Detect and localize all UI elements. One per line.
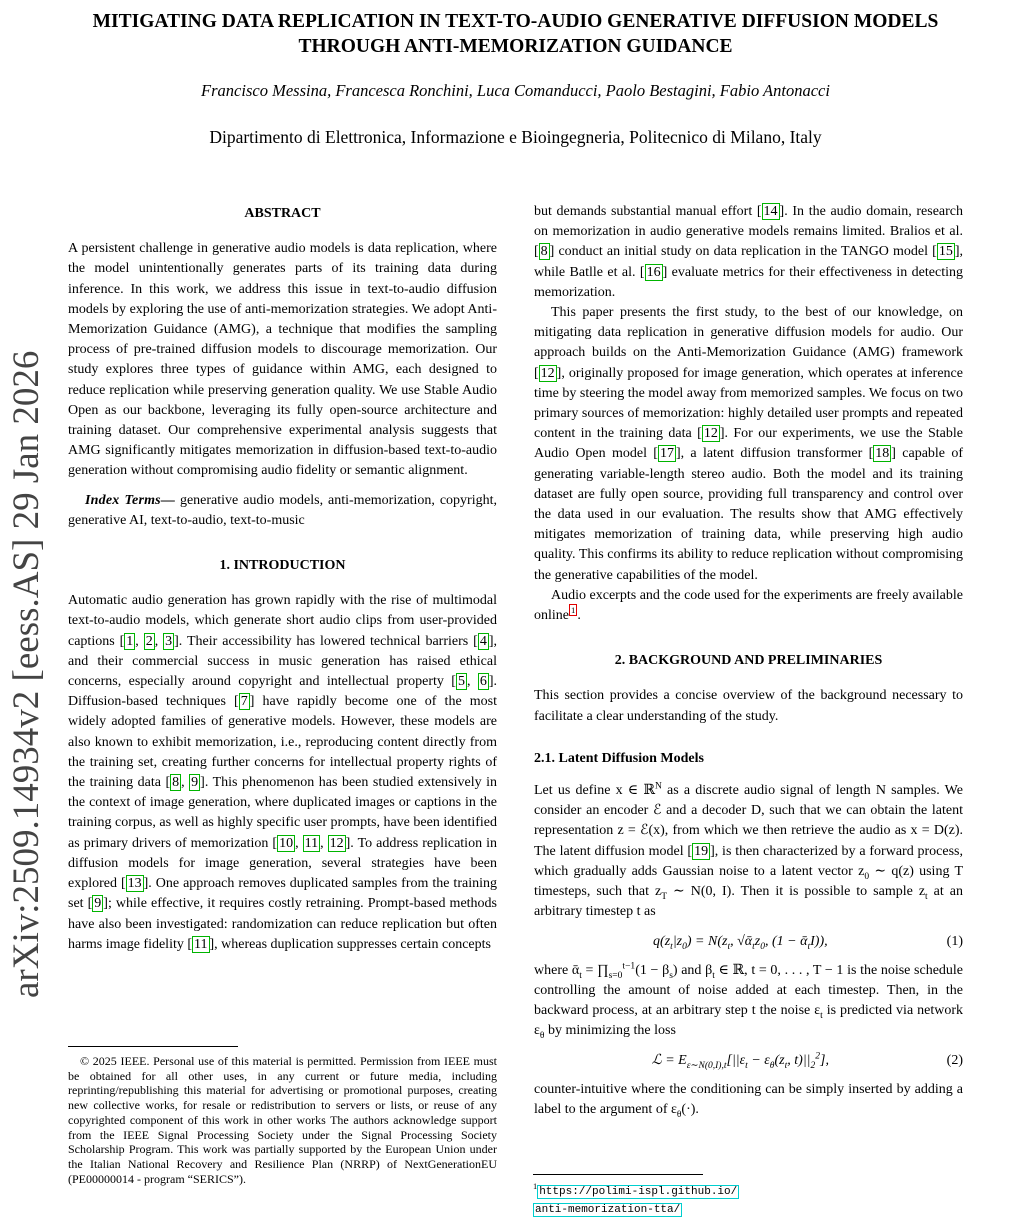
citation-ref[interactable]: 12 <box>329 835 344 851</box>
intro-paragraph-1: Automatic audio generation has grown rapidly with the rise of multimodal text-to-audio models, which generate short audio clips from user-provided captions [ 1 , 2 , 3 ]. Their accessibility has lowered technical barriers [ 4 ], and their commercial success in music generation has raised ethical concerns, especially around copyright and intellectual property [ 5 , 6 ]. Diffusion-based techniques [ 7 ] have rapidly become one of the most widely adopted families of generative models. However, these models are also known to exhibit memorization, i.e., reproducing content directly from the training set, creating further concerns for intellectual property rights of the training data [ 8 , 9 ]. This phenomenon has been studied extensively in the context of image generation, where duplicated images or captions in the training corpus, as well as highly specific user prompts, have been identified as primary drivers of memorization [ 10 , 11 , 12 ]. To address replication in diffusion models for image generation, several strategies have been explored [ 13 ]. One approach removes duplicated samples from the training set [ 9 ]; while effective, it requires costly retraining. Prompt-based methods have also been investigated: randomization can reduce replication but often harms image fidelity [ 11 ], whereas duplication suppresses certain concepts <box>68 593 498 952</box>
ldm-paragraph-3: counter-intuitive where the conditioning can be simply inserted by adding a label to the argument of $\varepsilon_\theta(\cdot)$. <box>534 1081 963 1120</box>
url-footnote <box>533 1174 962 1218</box>
project-url-line2[interactable]: anti-memorization-tta/ <box>535 1204 681 1216</box>
paper-affiliation: Dipartimento di Elettronica, Informazione e Bioingegneria, Politecnico di Milano, Italy <box>209 127 822 147</box>
copyright-text: © 2025 IEEE. Personal use of this material is permitted. Permission from IEEE must be obtained for all other uses, in any current or future media, including reprinting/republishing this material for advertising or promotional purposes, creating new collective works, for resale or redistribution to servers or lists, or reuse of any copyrighted component of this work in other works The authors acknowledge support from the IEEE Signal Processing Society under the Signal Processing Society Scholarship Program. This work was partially supported by the European Union under the Italian National Recovery and Resilience Plan (NRRP) of NextGenerationEU (PE00000014 - program “SERICS”). <box>68 1054 497 1186</box>
footnote-ref[interactable]: 1 <box>571 605 576 616</box>
project-url-line1[interactable]: https://polimi-ispl.github.io/ <box>539 1186 738 1198</box>
equation-2-body: ℒ = $E_{\varepsilon\sim N(0,I),t}[||\varepsilon_t - \varepsilon_\theta(z_t$, $t)||_2^2$], <box>651 1050 829 1071</box>
equation-1-body: $q(z_t|z_0) = N(z_t$, $√ᾱ_tz_0$, (1 − ᾱ$_t$I)), <box>653 933 828 952</box>
paper-authors: Francisco Messina, Francesca Ronchini, Luca Comanducci, Paolo Bestagini, Fabio Antonacci <box>201 81 830 100</box>
intro-paragraph-1-continued: but demands substantial manual effort [ 14 ]. In the audio domain, research on memorization in audio generative models remains limited. Bralios et al. [ 8 ] conduct an initial study on data replication in the TANGO model [ 15 ], while Batlle et al. [ 16 ] evaluate metrics for their effectiveness in detecting memorization. <box>534 204 963 300</box>
intro-paragraph-3: Audio excerpts and the code used for the experiments are freely available online $^1$ . <box>534 587 963 624</box>
citation-ref[interactable]: 11 <box>194 936 208 952</box>
index-terms <box>68 491 497 531</box>
footnote-rule-left <box>68 1046 238 1047</box>
citation-ref[interactable]: 14 <box>763 204 778 219</box>
introduction-heading: 1. INTRODUCTION <box>219 558 346 574</box>
citation-ref[interactable]: 11 <box>304 835 319 851</box>
citation-ref[interactable]: 8 <box>172 775 180 791</box>
citation-ref[interactable]: 13 <box>127 876 142 892</box>
citation-ref[interactable]: 8 <box>540 244 548 260</box>
copyright-footnote <box>68 1046 497 1186</box>
intro-paragraph-2: This paper presents the first study, to the best of our knowledge, on mitigating data replication in generative diffusion models for audio. Our approach builds on the Anti-Memorization Guidance (AMG) framework [ 12 ], originally proposed for image generation, which operates at inference time by steering the model away from memorized samples. We focus on two primary sources of memorization: highly detailed user prompts and repeated content in the training data [ 12 ]. For our experiments, we use the Stable Audio Open model [ 17 ], a latent diffusion transformer [ 18 ] capable of generating variable-length stereo audio. Both the model and its training dataset are fully open source, providing full transparency and control over the data used in our evaluation. The results show that AMG effectively mitigates memorization of training data, while preserving high audio quality. This confirms its ability to reduce replication without compromising the generative capabilities of the model. <box>534 305 964 583</box>
abstract-heading: ABSTRACT <box>244 206 321 221</box>
citation-ref[interactable]: 16 <box>646 264 661 280</box>
citation-ref[interactable]: 18 <box>875 446 890 462</box>
equation-1 <box>534 932 963 952</box>
index-terms-text: generative audio models, anti-memorization, copyright, generative AI, text-to-audio, text-to-music <box>68 492 497 528</box>
citation-ref[interactable]: 12 <box>703 426 718 442</box>
ldm-paragraph-2: where ᾱ$_t$ = $\prod_{s=0}^{t-1}(1 - \beta_s)$ and $\beta_t$ ∈ ℝ, t = 0, . . . , T − 1 is the noise schedule controlling the amount of noise added at each timestep. Then, in the backward process, at an arbitrary step t the noise $\varepsilon_t$ is predicted via network $\varepsilon_\theta$ by minimizing the loss <box>534 961 964 1042</box>
paper-header <box>0 10 1031 148</box>
citation-ref[interactable]: 12 <box>540 365 555 381</box>
left-column <box>68 202 497 1120</box>
right-column <box>534 202 963 1120</box>
citation-ref[interactable]: 9 <box>94 896 102 912</box>
citation-ref[interactable]: 19 <box>694 843 709 859</box>
equation-2 <box>534 1051 963 1071</box>
citation-ref[interactable]: 17 <box>659 446 674 462</box>
ldm-paragraph-1: Let us define x ∈ ℝ$^N$ as a discrete audio signal of length N samples. We consider an encoder ℰ and a decoder D, such that we can obtain the latent representation z = ℰ(x), from which we then retrieve the audio as x = D(z). The latent diffusion model [ 19 ], is then characterized by a forward process, which gradually adds Gaussian noise to a latent vector $z_0$ ∼ q(z) using T timesteps, such that $z_T$ ∼ N(0, I). Then it is possible to sample $z_t$ at an arbitrary timestep t as <box>534 781 964 920</box>
latent-diffusion-heading: 2.1. Latent Diffusion Models <box>534 750 704 766</box>
citation-ref[interactable]: 4 <box>479 633 487 649</box>
abstract-text: A persistent challenge in generative audio models is data replication, where the model unintentionally generates parts of its training data during inference. In this work, we address this issue in text-to-audio diffusion models by exploring the use of anti-memorization strategies. We adopt Anti-Memorization Guidance (AMG), a technique that modifies the sampling process of pre-trained diffusion models to discourage memorization. Our study explores three types of guidance within AMG, each designed to reduce replication while preserving generation quality. We use Stable Audio Open as our backbone, leveraging its fully open-source architecture and training dataset. Our comprehensive experimental analysis suggests that AMG significantly mitigates memorization in diffusion-based text-to-audio generation without compromising audio fidelity or semantic alignment. <box>68 241 497 479</box>
url-footnote-text <box>533 1182 962 1218</box>
citation-ref[interactable]: 7 <box>240 694 248 710</box>
citation-ref[interactable]: 2 <box>145 633 153 649</box>
footnote-marker: 1 <box>533 1182 538 1191</box>
citation-ref[interactable]: 10 <box>279 835 294 851</box>
equation-1-number: (1) <box>946 933 963 949</box>
arxiv-stamp: arXiv:2509.14934v2 [eess.AS] 29 Jan 2026 <box>6 350 47 998</box>
citation-ref[interactable]: 3 <box>165 633 173 649</box>
citation-ref[interactable]: 9 <box>191 775 199 791</box>
equation-2-number: (2) <box>946 1052 963 1068</box>
background-heading: 2. BACKGROUND AND PRELIMINARIES <box>614 653 883 669</box>
citation-ref[interactable]: 6 <box>479 674 487 690</box>
background-intro: This section provides a concise overview of the background necessary to facilitate a clear understanding of the study. <box>534 688 963 724</box>
citation-ref[interactable]: 1 <box>126 633 134 649</box>
citation-ref[interactable]: 15 <box>938 244 953 260</box>
citation-ref[interactable]: 5 <box>457 674 465 690</box>
paper-title: MITIGATING DATA REPLICATION IN TEXT-TO-AUDIO GENERATIVE DIFFUSION MODELS THROUGH ANTI-MEMORIZATION GUIDANCE <box>92 11 939 57</box>
index-terms-label: Index Terms— <box>85 492 176 508</box>
two-column-body <box>68 202 963 1120</box>
footnote-rule-right <box>533 1174 703 1175</box>
